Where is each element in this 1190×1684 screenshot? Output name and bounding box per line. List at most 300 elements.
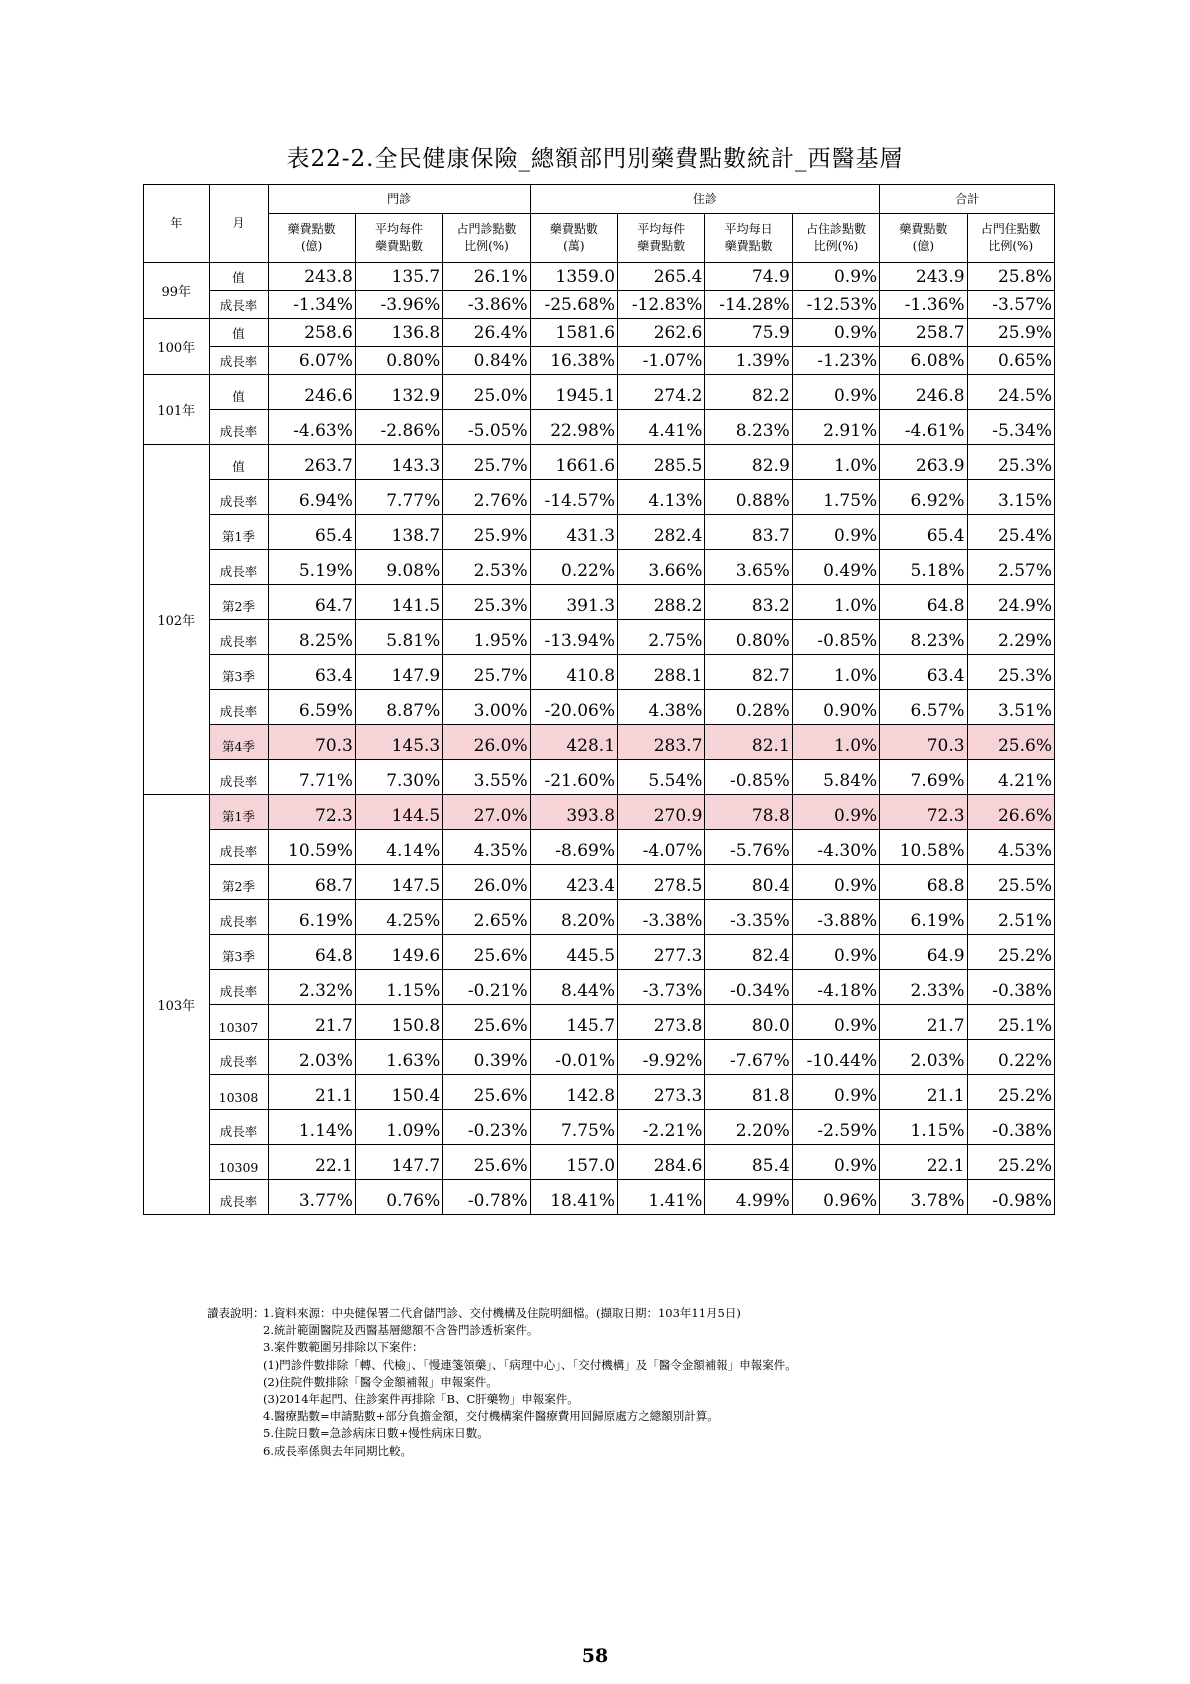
- period-label: 成長率: [209, 1040, 268, 1075]
- value-cell: 428.1: [530, 725, 617, 760]
- note-text: 2.統計範圍醫院及西醫基層總額不含昝門診透析案件。: [263, 1323, 539, 1338]
- value-cell: 4.41%: [618, 410, 705, 445]
- value-cell: 65.4: [880, 515, 967, 550]
- value-cell: -0.38%: [967, 970, 1054, 1005]
- value-cell: 1.75%: [792, 480, 879, 515]
- value-cell: 25.7%: [443, 445, 530, 480]
- value-cell: 1.15%: [355, 970, 442, 1005]
- period-label: 第1季: [209, 795, 268, 830]
- value-cell: 82.2: [705, 375, 792, 410]
- value-cell: 2.91%: [792, 410, 879, 445]
- value-cell: 68.7: [268, 865, 355, 900]
- column-header: [967, 214, 1054, 263]
- value-cell: -1.07%: [618, 347, 705, 375]
- value-cell: -14.57%: [530, 480, 617, 515]
- table-row: [144, 291, 1055, 319]
- value-cell: 1581.6: [530, 319, 617, 347]
- value-cell: -0.01%: [530, 1040, 617, 1075]
- note-text: 1.資料來源：中央健保署二代倉儲門診、交付機構及住院明細檔。(擷取日期：103年11月5日): [263, 1306, 741, 1320]
- column-header-line: (萬): [563, 239, 585, 253]
- value-cell: 24.9%: [967, 585, 1054, 620]
- note-text: (3)2014年起門、住診案件再排除「B、C肝藥物」申報案件。: [263, 1392, 579, 1407]
- value-cell: 141.5: [355, 585, 442, 620]
- value-cell: -0.38%: [967, 1110, 1054, 1145]
- table-row: [144, 830, 1055, 865]
- value-cell: 0.80%: [705, 620, 792, 655]
- note-text: 3.案件數範圍另排除以下案件：: [263, 1340, 424, 1355]
- value-cell: 25.9%: [967, 319, 1054, 347]
- value-cell: 26.1%: [443, 263, 530, 291]
- reading-notes: [207, 1305, 797, 1460]
- value-cell: 25.6%: [443, 935, 530, 970]
- value-cell: -2.86%: [355, 410, 442, 445]
- column-header-line: 比例(%): [988, 239, 1034, 253]
- period-label: 成長率: [209, 690, 268, 725]
- note-line: [207, 1339, 797, 1356]
- value-cell: 8.23%: [880, 620, 967, 655]
- period-label: 10308: [209, 1075, 268, 1110]
- period-label: 成長率: [209, 550, 268, 585]
- value-cell: 142.8: [530, 1075, 617, 1110]
- period-label: 成長率: [209, 347, 268, 375]
- value-cell: 0.9%: [792, 935, 879, 970]
- value-cell: 7.71%: [268, 760, 355, 795]
- value-cell: -0.23%: [443, 1110, 530, 1145]
- value-cell: -3.96%: [355, 291, 442, 319]
- value-cell: 3.15%: [967, 480, 1054, 515]
- period-label: 第2季: [209, 865, 268, 900]
- value-cell: 1359.0: [530, 263, 617, 291]
- table-row: [144, 480, 1055, 515]
- value-cell: 1.0%: [792, 655, 879, 690]
- value-cell: 25.4%: [967, 515, 1054, 550]
- value-cell: 0.9%: [792, 795, 879, 830]
- value-cell: 258.7: [880, 319, 967, 347]
- column-header: [268, 214, 355, 263]
- value-cell: 83.7: [705, 515, 792, 550]
- column-header-line: 比例(%): [464, 239, 509, 253]
- period-label: 成長率: [209, 1180, 268, 1215]
- column-header-line: (億): [301, 239, 323, 253]
- table-row: [144, 1180, 1055, 1215]
- value-cell: 2.20%: [705, 1110, 792, 1145]
- value-cell: 4.13%: [618, 480, 705, 515]
- value-cell: 0.9%: [792, 1005, 879, 1040]
- period-label: 成長率: [209, 900, 268, 935]
- value-cell: -13.94%: [530, 620, 617, 655]
- value-cell: 4.14%: [355, 830, 442, 865]
- value-cell: -0.85%: [705, 760, 792, 795]
- value-cell: 63.4: [880, 655, 967, 690]
- value-cell: 16.38%: [530, 347, 617, 375]
- value-cell: -0.34%: [705, 970, 792, 1005]
- value-cell: 64.9: [880, 935, 967, 970]
- period-label: 第4季: [209, 725, 268, 760]
- value-cell: 75.9: [705, 319, 792, 347]
- period-label: 成長率: [209, 480, 268, 515]
- value-cell: -4.30%: [792, 830, 879, 865]
- value-cell: 3.00%: [443, 690, 530, 725]
- value-cell: 25.1%: [967, 1005, 1054, 1040]
- period-label: 第2季: [209, 585, 268, 620]
- value-cell: 6.19%: [268, 900, 355, 935]
- value-cell: 25.2%: [967, 1075, 1054, 1110]
- value-cell: 5.19%: [268, 550, 355, 585]
- value-cell: 25.8%: [967, 263, 1054, 291]
- value-cell: 64.8: [880, 585, 967, 620]
- value-cell: 147.5: [355, 865, 442, 900]
- value-cell: 144.5: [355, 795, 442, 830]
- value-cell: 25.6%: [443, 1075, 530, 1110]
- table-row: [144, 690, 1055, 725]
- table-row: [144, 410, 1055, 445]
- value-cell: 0.88%: [705, 480, 792, 515]
- value-cell: 70.3: [268, 725, 355, 760]
- value-cell: 288.1: [618, 655, 705, 690]
- value-cell: 0.9%: [792, 865, 879, 900]
- value-cell: 1.95%: [443, 620, 530, 655]
- value-cell: 4.38%: [618, 690, 705, 725]
- value-cell: 3.78%: [880, 1180, 967, 1215]
- value-cell: 8.44%: [530, 970, 617, 1005]
- value-cell: 26.0%: [443, 725, 530, 760]
- period-label: 成長率: [209, 760, 268, 795]
- value-cell: -0.98%: [967, 1180, 1054, 1215]
- value-cell: 64.8: [268, 935, 355, 970]
- value-cell: 0.9%: [792, 515, 879, 550]
- value-cell: 270.9: [618, 795, 705, 830]
- value-cell: -8.69%: [530, 830, 617, 865]
- value-cell: 5.18%: [880, 550, 967, 585]
- value-cell: 82.7: [705, 655, 792, 690]
- column-header-line: 比例(%): [813, 239, 859, 253]
- note-line: [207, 1391, 797, 1408]
- value-cell: 0.22%: [530, 550, 617, 585]
- column-header-line: 平均每件: [637, 222, 686, 236]
- table-row: [144, 1110, 1055, 1145]
- value-cell: 2.65%: [443, 900, 530, 935]
- value-cell: -7.67%: [705, 1040, 792, 1075]
- value-cell: 6.07%: [268, 347, 355, 375]
- value-cell: 147.9: [355, 655, 442, 690]
- period-label: 成長率: [209, 1110, 268, 1145]
- value-cell: 4.99%: [705, 1180, 792, 1215]
- table-row: [144, 550, 1055, 585]
- value-cell: -12.53%: [792, 291, 879, 319]
- value-cell: 1.63%: [355, 1040, 442, 1075]
- column-header-line: 占門診點數: [456, 222, 517, 236]
- value-cell: 25.6%: [443, 1145, 530, 1180]
- value-cell: 423.4: [530, 865, 617, 900]
- column-header-line: 藥費點數: [899, 222, 948, 236]
- value-cell: 143.3: [355, 445, 442, 480]
- value-cell: 22.98%: [530, 410, 617, 445]
- value-cell: 80.4: [705, 865, 792, 900]
- note-text: (1)門診件數排除「轉、代檢」、「慢連箋領藥」、「病理中心」、「交付機構」及「醫令金額補報」申報案件。: [263, 1357, 797, 1372]
- value-cell: 10.58%: [880, 830, 967, 865]
- table-row: [144, 900, 1055, 935]
- value-cell: 0.9%: [792, 319, 879, 347]
- value-cell: 25.7%: [443, 655, 530, 690]
- column-header-line: 占門住點數: [980, 222, 1041, 236]
- table-row: [144, 515, 1055, 550]
- value-cell: 273.8: [618, 1005, 705, 1040]
- value-cell: 2.33%: [880, 970, 967, 1005]
- value-cell: 431.3: [530, 515, 617, 550]
- table-row: [144, 1075, 1055, 1110]
- value-cell: 6.59%: [268, 690, 355, 725]
- value-cell: 445.5: [530, 935, 617, 970]
- value-cell: 3.51%: [967, 690, 1054, 725]
- table-body: [144, 263, 1055, 1215]
- column-header: [880, 214, 967, 263]
- year-cell: 103年: [144, 795, 210, 1215]
- value-cell: 25.3%: [967, 655, 1054, 690]
- value-cell: 243.8: [268, 263, 355, 291]
- value-cell: 282.4: [618, 515, 705, 550]
- column-header: [705, 214, 792, 263]
- value-cell: -3.57%: [967, 291, 1054, 319]
- value-cell: 263.7: [268, 445, 355, 480]
- table-row: [144, 319, 1055, 347]
- table-row: [144, 760, 1055, 795]
- value-cell: 136.8: [355, 319, 442, 347]
- note-text: (2)住院件數排除「醫令金額補報」申報案件。: [263, 1374, 498, 1389]
- value-cell: 0.9%: [792, 1075, 879, 1110]
- value-cell: 278.5: [618, 865, 705, 900]
- value-cell: 1.0%: [792, 585, 879, 620]
- table-row: [144, 655, 1055, 690]
- value-cell: -5.76%: [705, 830, 792, 865]
- period-label: 成長率: [209, 970, 268, 1005]
- value-cell: 277.3: [618, 935, 705, 970]
- value-cell: -2.21%: [618, 1110, 705, 1145]
- value-cell: 7.69%: [880, 760, 967, 795]
- note-line: [207, 1357, 797, 1374]
- value-cell: 262.6: [618, 319, 705, 347]
- value-cell: 145.3: [355, 725, 442, 760]
- group-header-total: 合計: [880, 185, 1055, 214]
- value-cell: -9.92%: [618, 1040, 705, 1075]
- value-cell: 2.53%: [443, 550, 530, 585]
- table-row: [144, 795, 1055, 830]
- value-cell: 2.57%: [967, 550, 1054, 585]
- value-cell: 1.0%: [792, 725, 879, 760]
- value-cell: -1.34%: [268, 291, 355, 319]
- table-header: [144, 185, 1055, 263]
- period-label: 第3季: [209, 655, 268, 690]
- column-header-line: 平均每件: [375, 222, 424, 236]
- period-label: 成長率: [209, 620, 268, 655]
- value-cell: -4.18%: [792, 970, 879, 1005]
- value-cell: 7.77%: [355, 480, 442, 515]
- note-text: 6.成長率係與去年同期比較。: [263, 1443, 412, 1458]
- month-header: 月: [209, 185, 268, 263]
- value-cell: 1.14%: [268, 1110, 355, 1145]
- value-cell: -25.68%: [530, 291, 617, 319]
- value-cell: 8.23%: [705, 410, 792, 445]
- value-cell: 145.7: [530, 1005, 617, 1040]
- value-cell: 78.8: [705, 795, 792, 830]
- value-cell: 85.4: [705, 1145, 792, 1180]
- value-cell: -1.36%: [880, 291, 967, 319]
- value-cell: 0.9%: [792, 263, 879, 291]
- value-cell: 25.2%: [967, 1145, 1054, 1180]
- period-label: 第3季: [209, 935, 268, 970]
- value-cell: 74.9: [705, 263, 792, 291]
- table-row: [144, 935, 1055, 970]
- value-cell: -2.59%: [792, 1110, 879, 1145]
- value-cell: -21.60%: [530, 760, 617, 795]
- value-cell: 149.6: [355, 935, 442, 970]
- table-row: [144, 1005, 1055, 1040]
- value-cell: 0.96%: [792, 1180, 879, 1215]
- value-cell: 6.94%: [268, 480, 355, 515]
- value-cell: 8.25%: [268, 620, 355, 655]
- value-cell: 82.9: [705, 445, 792, 480]
- value-cell: 24.5%: [967, 375, 1054, 410]
- value-cell: 0.80%: [355, 347, 442, 375]
- value-cell: 26.6%: [967, 795, 1054, 830]
- value-cell: 21.7: [880, 1005, 967, 1040]
- value-cell: 138.7: [355, 515, 442, 550]
- group-header-inpatient: 住診: [530, 185, 880, 214]
- column-header-line: (億): [912, 239, 935, 253]
- value-cell: 258.6: [268, 319, 355, 347]
- value-cell: 410.8: [530, 655, 617, 690]
- value-cell: 0.28%: [705, 690, 792, 725]
- value-cell: 243.9: [880, 263, 967, 291]
- value-cell: 3.55%: [443, 760, 530, 795]
- value-cell: 150.4: [355, 1075, 442, 1110]
- column-header-line: 藥費點數: [549, 222, 598, 236]
- table-row: [144, 375, 1055, 410]
- value-cell: 10.59%: [268, 830, 355, 865]
- value-cell: 0.49%: [792, 550, 879, 585]
- value-cell: 2.29%: [967, 620, 1054, 655]
- table-row: [144, 620, 1055, 655]
- value-cell: 64.7: [268, 585, 355, 620]
- value-cell: 6.08%: [880, 347, 967, 375]
- value-cell: -20.06%: [530, 690, 617, 725]
- column-header-line: 藥費點數: [637, 239, 686, 253]
- period-label: 10309: [209, 1145, 268, 1180]
- column-header: [618, 214, 705, 263]
- note-line: [207, 1322, 797, 1339]
- note-text: 5.住院日數=急診病床日數+慢性病床日數。: [263, 1426, 489, 1441]
- value-cell: 283.7: [618, 725, 705, 760]
- value-cell: 72.3: [268, 795, 355, 830]
- value-cell: -14.28%: [705, 291, 792, 319]
- value-cell: 4.35%: [443, 830, 530, 865]
- value-cell: 25.5%: [967, 865, 1054, 900]
- value-cell: 274.2: [618, 375, 705, 410]
- value-cell: 1.0%: [792, 445, 879, 480]
- value-cell: 2.75%: [618, 620, 705, 655]
- value-cell: 3.66%: [618, 550, 705, 585]
- column-header-line: 藥費點數: [375, 239, 424, 253]
- value-cell: 83.2: [705, 585, 792, 620]
- value-cell: 72.3: [880, 795, 967, 830]
- column-header-line: 藥費點數: [724, 239, 773, 253]
- value-cell: -5.34%: [967, 410, 1054, 445]
- value-cell: -4.07%: [618, 830, 705, 865]
- table-row: [144, 263, 1055, 291]
- value-cell: 25.2%: [967, 935, 1054, 970]
- value-cell: 25.0%: [443, 375, 530, 410]
- period-label: 值: [209, 375, 268, 410]
- value-cell: 82.1: [705, 725, 792, 760]
- value-cell: 7.75%: [530, 1110, 617, 1145]
- column-header-line: 平均每日: [724, 222, 773, 236]
- value-cell: 22.1: [268, 1145, 355, 1180]
- value-cell: -3.86%: [443, 291, 530, 319]
- year-cell: 101年: [144, 375, 210, 445]
- value-cell: 5.81%: [355, 620, 442, 655]
- period-label: 成長率: [209, 830, 268, 865]
- value-cell: 7.30%: [355, 760, 442, 795]
- value-cell: 5.84%: [792, 760, 879, 795]
- table-row: [144, 1145, 1055, 1180]
- value-cell: -4.63%: [268, 410, 355, 445]
- value-cell: 2.32%: [268, 970, 355, 1005]
- period-label: 值: [209, 263, 268, 291]
- drug-points-table: [143, 184, 1055, 1215]
- value-cell: -3.35%: [705, 900, 792, 935]
- value-cell: 81.8: [705, 1075, 792, 1110]
- column-header-line: 占住診點數: [805, 222, 866, 236]
- page-number: 58: [581, 1645, 609, 1667]
- value-cell: -3.88%: [792, 900, 879, 935]
- table-row: [144, 970, 1055, 1005]
- value-cell: 25.6%: [443, 1005, 530, 1040]
- value-cell: 391.3: [530, 585, 617, 620]
- value-cell: 1.15%: [880, 1110, 967, 1145]
- value-cell: 0.65%: [967, 347, 1054, 375]
- value-cell: 21.1: [268, 1075, 355, 1110]
- value-cell: 2.03%: [880, 1040, 967, 1075]
- value-cell: 246.8: [880, 375, 967, 410]
- note-line: [207, 1443, 797, 1460]
- value-cell: 21.1: [880, 1075, 967, 1110]
- value-cell: 5.54%: [618, 760, 705, 795]
- value-cell: 25.3%: [967, 445, 1054, 480]
- column-header-line: 藥費點數: [287, 222, 336, 236]
- period-label: 第1季: [209, 515, 268, 550]
- period-label: 成長率: [209, 410, 268, 445]
- period-label: 值: [209, 445, 268, 480]
- value-cell: -1.23%: [792, 347, 879, 375]
- year-header: 年: [144, 185, 210, 263]
- value-cell: 273.3: [618, 1075, 705, 1110]
- value-cell: 0.22%: [967, 1040, 1054, 1075]
- value-cell: 6.19%: [880, 900, 967, 935]
- value-cell: 80.0: [705, 1005, 792, 1040]
- value-cell: 288.2: [618, 585, 705, 620]
- value-cell: 25.3%: [443, 585, 530, 620]
- value-cell: 25.9%: [443, 515, 530, 550]
- value-cell: -5.05%: [443, 410, 530, 445]
- value-cell: 263.9: [880, 445, 967, 480]
- value-cell: -0.78%: [443, 1180, 530, 1215]
- column-header: [530, 214, 617, 263]
- value-cell: -0.21%: [443, 970, 530, 1005]
- column-header: [355, 214, 442, 263]
- value-cell: 21.7: [268, 1005, 355, 1040]
- value-cell: 2.51%: [967, 900, 1054, 935]
- period-label: 成長率: [209, 291, 268, 319]
- value-cell: 1.41%: [618, 1180, 705, 1215]
